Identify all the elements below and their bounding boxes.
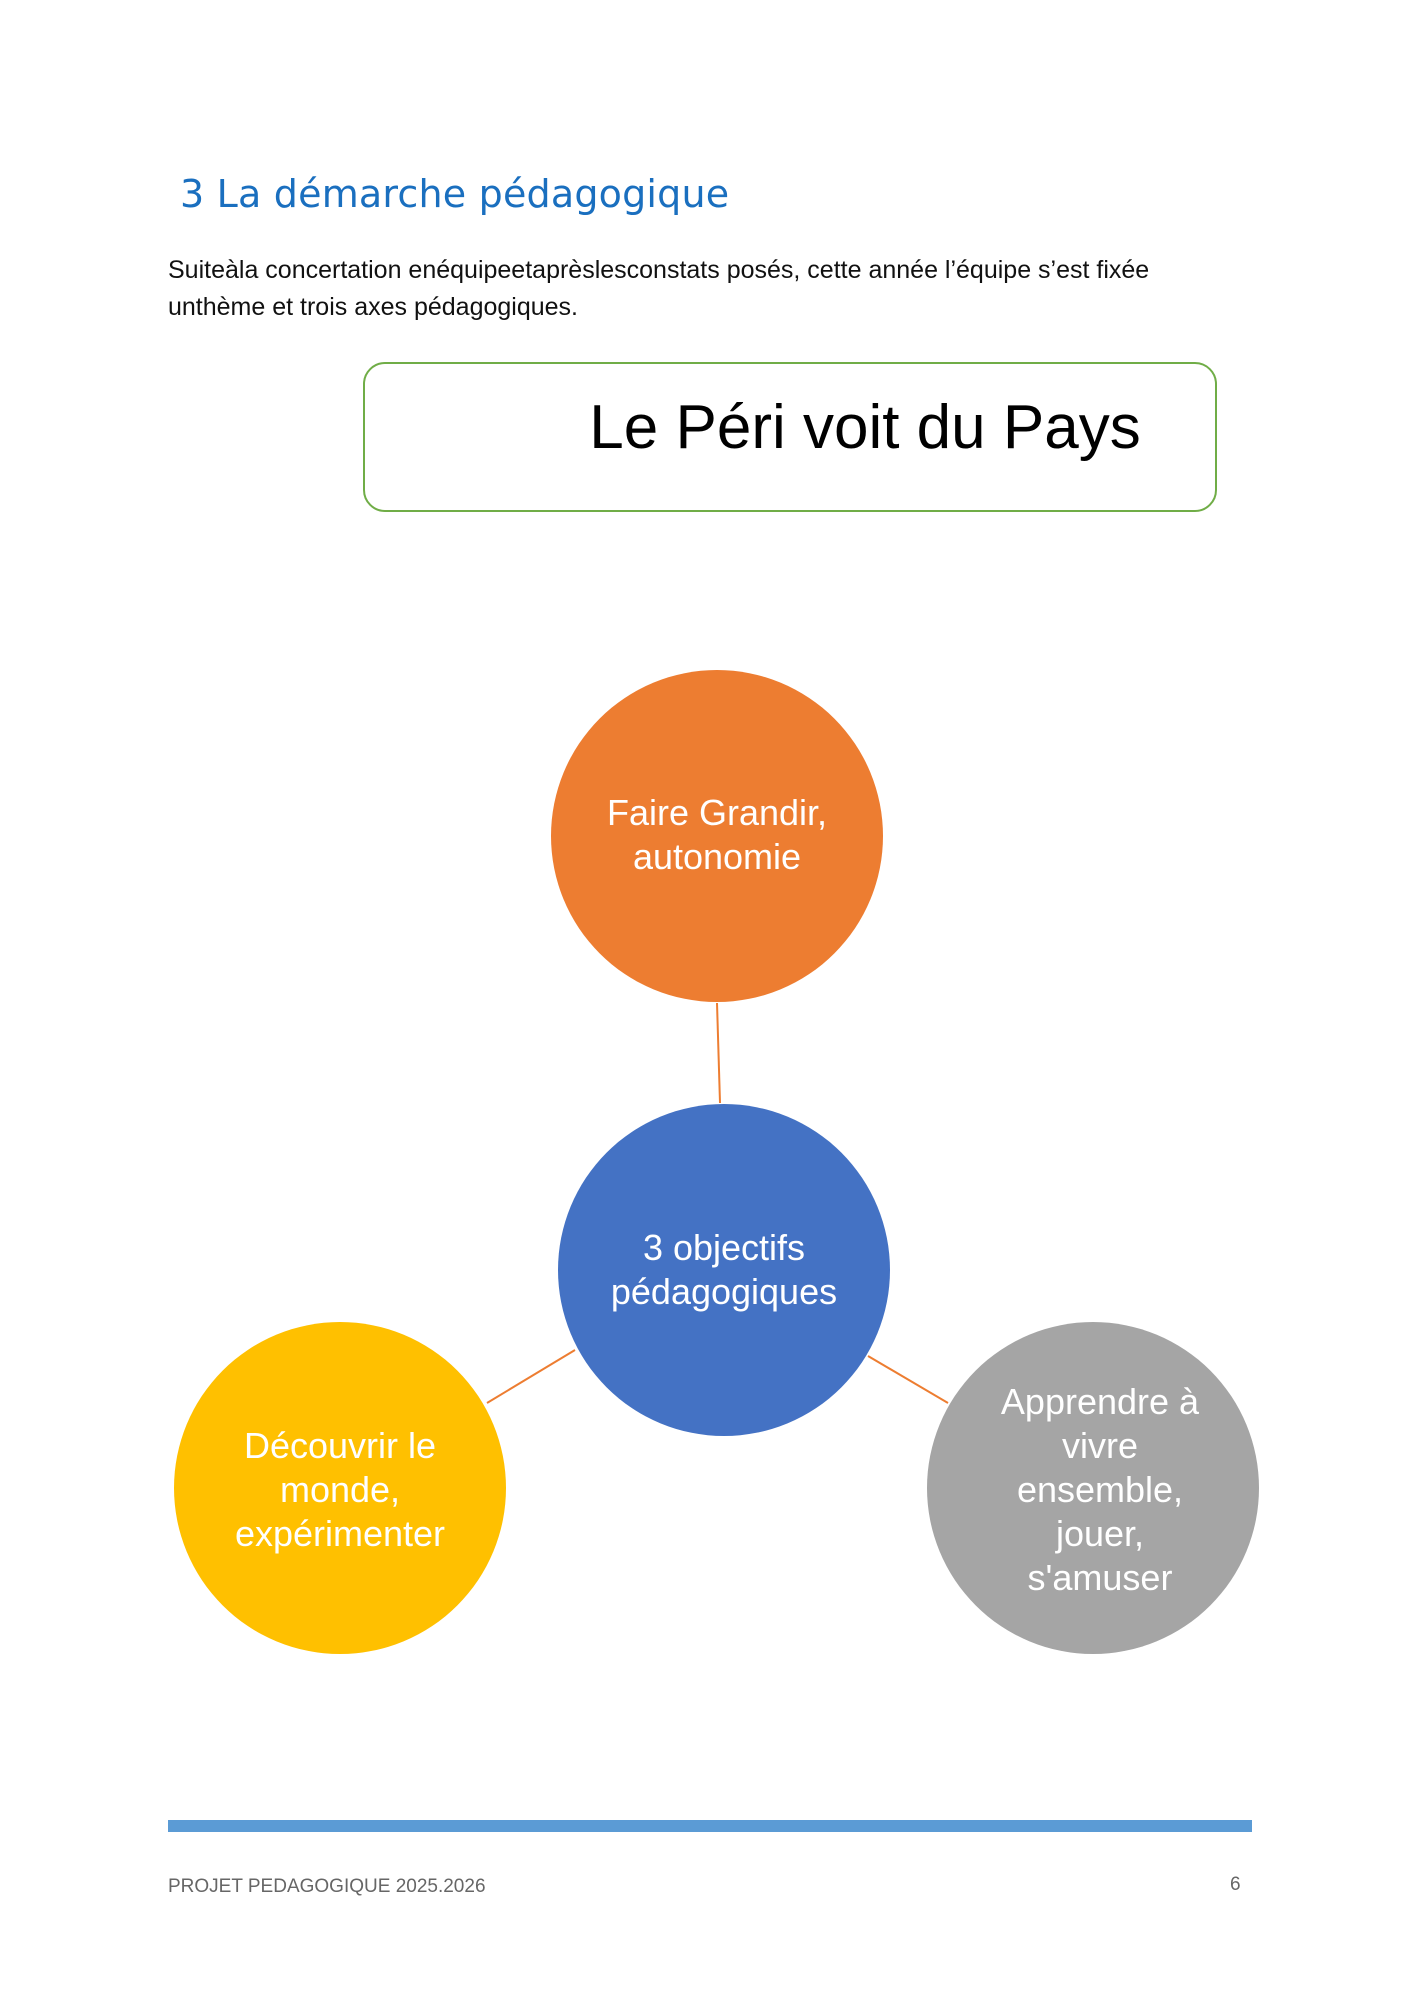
center-label <box>587 1205 861 1335</box>
intro-line-2: unthème et trois axes pédagogiques. <box>168 293 578 321</box>
footer-label: PROJET PEDAGOGIQUE 2025.2026 <box>168 1876 486 1897</box>
page-number: 6 <box>1230 1874 1241 1895</box>
section-heading: 3 La démarche pédagogique <box>180 172 730 216</box>
right-line-1: Apprendre à <box>1000 1381 1200 1422</box>
left-line-2: monde, <box>279 1469 401 1510</box>
connector-right <box>868 1356 948 1403</box>
right-line-4: jouer, <box>1055 1513 1145 1554</box>
connector-top <box>717 1003 720 1103</box>
top-line-2: autonomie <box>632 836 802 877</box>
top-objective-label <box>580 770 854 900</box>
right-line-3: ensemble, <box>1016 1469 1184 1510</box>
theme-title: Le Péri voit du Pays <box>589 393 1141 462</box>
left-line-1: Découvrir le <box>243 1425 437 1466</box>
footer-divider <box>168 1820 1252 1832</box>
center-line-1: 3 objectifs <box>642 1227 806 1268</box>
right-line-5: s'amuser <box>1027 1557 1173 1598</box>
left-line-3: expérimenter <box>234 1513 446 1554</box>
right-line-2: vivre <box>1061 1425 1138 1466</box>
center-line-2: pédagogiques <box>610 1271 838 1312</box>
right-objective-label <box>970 1375 1230 1605</box>
top-line-1: Faire Grandir, <box>606 792 828 833</box>
left-objective-label <box>210 1415 470 1565</box>
connector-left <box>487 1350 575 1403</box>
intro-line-1: Suiteàla concertation enéquipeetaprèslesconstats posés, cette année l’équipe s’est fixée <box>168 256 1150 284</box>
